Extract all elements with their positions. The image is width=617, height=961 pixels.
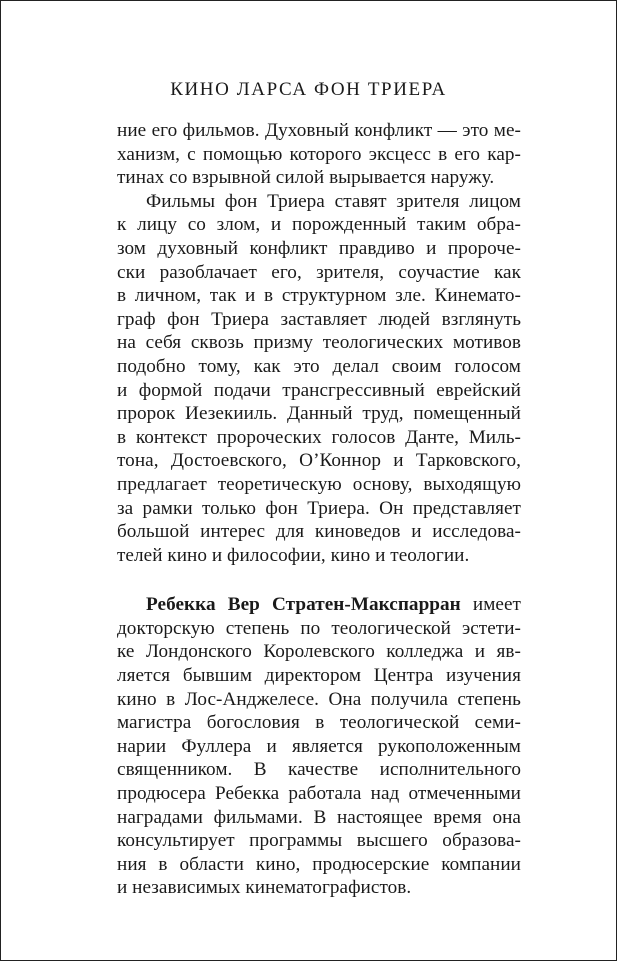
paragraph-description: [117, 190, 521, 568]
text-line: на себя сквозь призму теологических мотивов: [117, 332, 521, 354]
text-line: тинах со взрывной силой вырывается наружу.: [117, 167, 495, 189]
text-line: в личном, так и в структурном зле. Кинемато-: [117, 285, 521, 307]
text-line: в контекст пророческих голосов Данте, Миль-: [117, 426, 521, 448]
text-line: граф фон Триера заставляет людей взглянуть: [117, 308, 521, 330]
text-line: к лицу со злом, и порожденный таким обра-: [117, 214, 521, 236]
text-line: наградами фильмами. В настоящее время она: [117, 806, 521, 828]
paragraph-continued: [117, 119, 521, 190]
text-line: тона, Достоевского, О’Коннор и Тарковского,: [117, 450, 521, 472]
text-line: священником. В качестве исполнительного: [117, 759, 521, 781]
text-fragment: имеет: [460, 594, 521, 616]
text-line: ханизм, с помощью которого эксцесс в его кар-: [117, 143, 521, 165]
paragraph-gap: [117, 567, 521, 593]
text-line: ски разоблачает его, зрителя, соучастие как: [117, 261, 521, 283]
running-header: КИНО ЛАРСА ФОН ТРИЕРА: [170, 79, 447, 100]
text-line: и независимых кинематографистов.: [117, 877, 412, 899]
author-bio-first-line: [117, 593, 521, 617]
author-bio: [117, 593, 521, 900]
text-line: зом духовный конфликт правдиво и пророче-: [117, 237, 521, 259]
text-line: пророк Иезекииль. Данный труд, помещенный: [117, 403, 521, 425]
text-line: ние его фильмов. Духовный конфликт — это ме-: [117, 120, 521, 141]
text-line: ния в области кино, продюсерские компании: [117, 853, 521, 875]
text-line: докторскую степень по теологической эстети-: [117, 617, 521, 639]
text-line: за рамки только фон Триера. Он представляет: [117, 497, 521, 519]
text-line: ляется бывшим директором Центра изучения: [117, 665, 521, 687]
text-line: магистра богословия в теологической семи-: [117, 712, 521, 734]
text-line: продюсера Ребекка работала над отмеченными: [117, 783, 521, 805]
text-line: подобно тому, как это делал своим голосом: [117, 355, 521, 377]
text-line: Фильмы фон Триера ставят зрителя лицом: [146, 190, 521, 212]
text-line: предлагает теоретическую основу, выходящую: [117, 473, 521, 495]
author-name: Ребекка Вер Стратен-Макспарран: [146, 594, 461, 616]
text-line: консультирует программы высшего образова-: [117, 830, 521, 852]
text-line: кино в Лос-Анджелесе. Она получила степень: [117, 688, 521, 710]
text-line: телей кино и философии, кино и теологии.: [117, 544, 470, 566]
text-line: ке Лондонского Королевского колледжа и яв-: [117, 641, 521, 663]
text-line: нарии Фуллера и является рукоположенным: [117, 735, 521, 757]
text-line: большой интерес для киноведов и исследова-: [117, 521, 521, 543]
body-text: [117, 119, 521, 900]
text-line: и формой подачи трансгрессивный еврейский: [117, 379, 521, 401]
